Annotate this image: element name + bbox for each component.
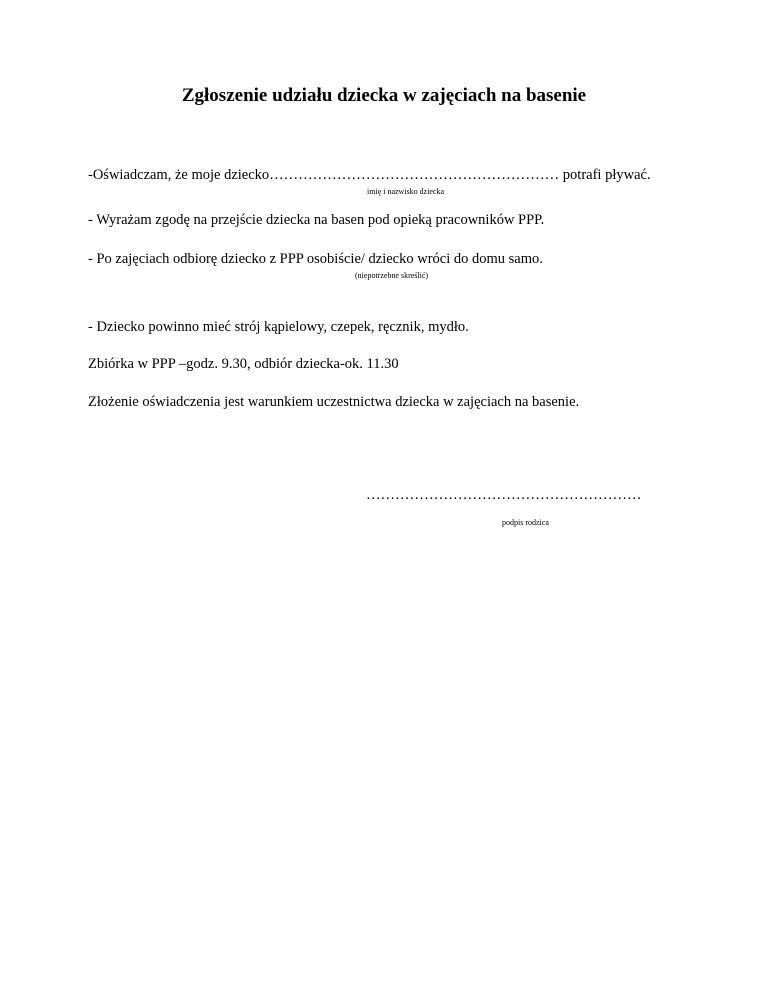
- equipment-line: - Dziecko powinno mieć strój kąpielowy, czepek, ręcznik, mydło.: [88, 319, 469, 335]
- signature-caption: podpis rodzica: [502, 518, 549, 527]
- document-title: Zgłoszenie udziału dziecka w zajęciach na basenie: [181, 85, 587, 106]
- consent-line: - Wyrażam zgodę na przejście dziecka na basen pod opieką pracowników PPP.: [88, 212, 545, 228]
- child-name-blank: ……………………………………………………: [269, 167, 560, 183]
- statement-suffix: potrafi pływać.: [559, 167, 651, 183]
- pickup-caption: (niepotrzebne skreślić): [355, 271, 429, 280]
- child-name-caption: imię i nazwisko dziecka: [367, 187, 445, 196]
- condition-line: Złożenie oświadczenia jest warunkiem uczestnictwa dziecka w zajęciach na basenie.: [88, 394, 580, 410]
- schedule-line: Zbiórka w PPP –godz. 9.30, odbiór dziecka-ok. 11.30: [88, 356, 399, 372]
- pickup-line: - Po zajęciach odbiorę dziecko z PPP osobiście/ dziecko wróci do domu samo.: [88, 251, 543, 267]
- signature-blank: …………………………………………………: [366, 487, 642, 503]
- statement-line: [88, 166, 651, 184]
- statement-prefix: -Oświadczam, że moje dziecko: [88, 167, 270, 183]
